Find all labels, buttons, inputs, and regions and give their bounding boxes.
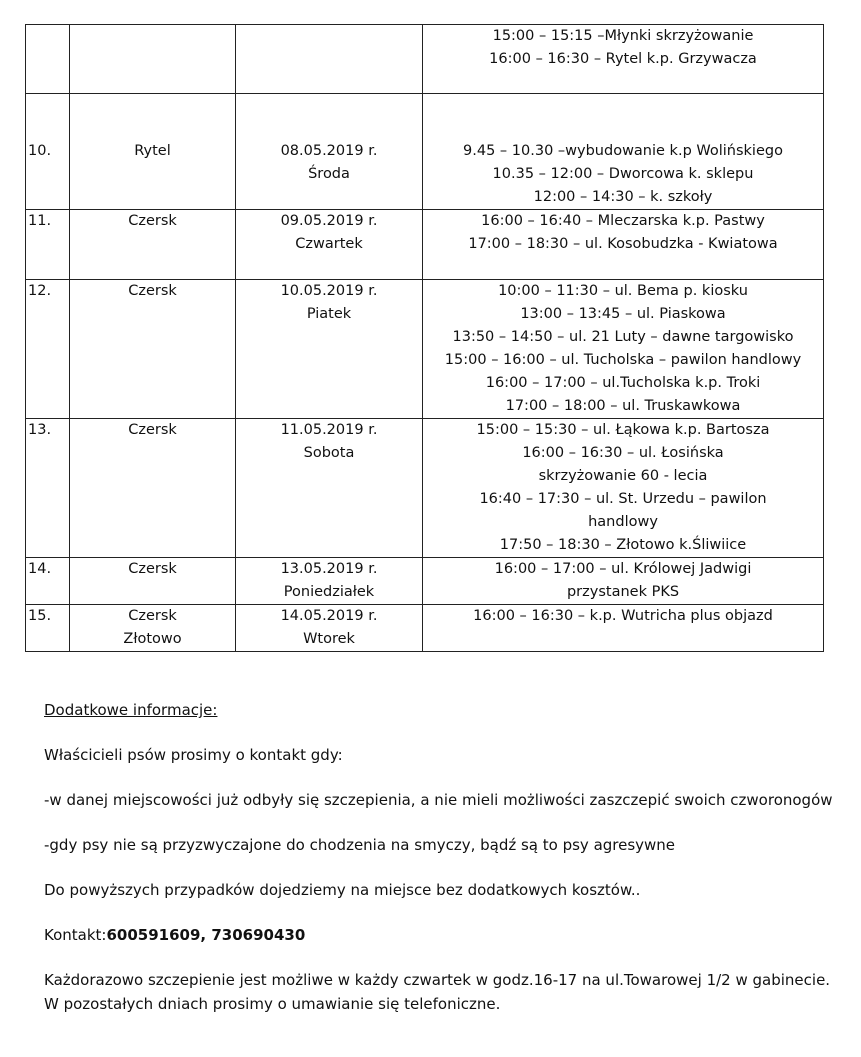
row-times — [423, 558, 824, 605]
row-number-text: 12. — [28, 283, 52, 299]
row-place — [70, 419, 236, 558]
row-place-line: Czersk — [128, 422, 177, 438]
row-number-text: 15. — [28, 608, 52, 624]
row-times-line: 15:00 – 16:00 – ul. Tucholska – pawilon handlowy — [444, 352, 802, 368]
row-times-line: 12:00 – 14:30 – k. szkoły — [533, 189, 713, 205]
row-date-line: Sobota — [303, 445, 355, 461]
row-place — [70, 280, 236, 419]
row-date — [236, 94, 423, 210]
row-times-line: 16:00 – 16:40 – Mleczarska k.p. Pastwy — [481, 213, 765, 229]
row-place-line: Rytel — [134, 143, 171, 159]
info-heading — [44, 698, 834, 722]
row-times-line: 13:50 – 14:50 – ul. 21 Luty – dawne targowisko — [452, 329, 794, 345]
row-times-line: 16:40 – 17:30 – ul. St. Urzedu – pawilon — [479, 491, 767, 507]
info-heading-text: Dodatkowe informacje: — [44, 701, 218, 719]
row-number — [26, 280, 70, 419]
row-date-line: Piatek — [306, 306, 352, 322]
row-times-line: 13:00 – 13:45 – ul. Piaskowa — [520, 306, 726, 322]
row-date — [236, 419, 423, 558]
row-times-line: 15:00 – 15:30 – ul. Łąkowa k.p. Bartosza — [476, 422, 770, 438]
row-times-line: 16:00 – 16:30 – Rytel k.p. Grzywacza — [489, 51, 757, 67]
schedule-row — [26, 25, 824, 94]
row-number-text: 14. — [28, 561, 52, 577]
row-times-line: 16:00 – 16:30 – k.p. Wutricha plus objazd — [473, 608, 773, 624]
row-date — [236, 210, 423, 280]
row-date — [236, 280, 423, 419]
info-paragraph-vaccinated: -w danej miejscowości już odbyły się szczepienia, a nie mieli możliwości zaszczepić swoich czworonogów — [44, 791, 833, 809]
row-place — [70, 558, 236, 605]
row-date-line: 09.05.2019 r. — [280, 213, 378, 229]
row-date-line: Poniedziałek — [283, 584, 375, 600]
row-place-line: Czersk — [128, 213, 177, 229]
contact-label: Kontakt: — [44, 926, 107, 944]
row-date-line: 13.05.2019 r. — [280, 561, 378, 577]
row-number-text: 10. — [28, 143, 52, 159]
row-place-line: Czersk — [128, 283, 177, 299]
row-date — [236, 25, 423, 94]
row-number — [26, 558, 70, 605]
row-date-line: 08.05.2019 r. — [280, 143, 378, 159]
row-place-line: Złotowo — [123, 631, 182, 647]
row-number — [26, 605, 70, 652]
row-date-line: Środa — [308, 166, 350, 182]
info-contact — [44, 923, 834, 947]
schedule-row — [26, 558, 824, 605]
row-times-line: 10.35 – 12:00 – Dworcowa k. sklepu — [492, 166, 754, 182]
row-times-line: 16:00 – 17:00 – ul. Królowej Jadwigi — [494, 561, 752, 577]
row-times — [423, 94, 824, 210]
schedule-row — [26, 210, 824, 280]
info-paragraph-thursday: Każdorazowo szczepienie jest możliwe w każdy czwartek w godz.16-17 na ul.Towarowej 1/2 w gabinecie. W pozostałych dniach prosimy o umawianie się telefoniczne. — [44, 971, 831, 1013]
info-paragraph-travel: Do powyższych przypadków dojedziemy na miejsce bez dodatkowych kosztów.. — [44, 881, 641, 899]
row-times-line: handlowy — [588, 514, 658, 530]
row-place — [70, 25, 236, 94]
row-times-line: 16:00 – 17:00 – ul.Tucholska k.p. Troki — [485, 375, 761, 391]
row-times — [423, 280, 824, 419]
contact-phone-numbers: 600591609, 730690430 — [106, 926, 306, 944]
info-paragraph-leash: -gdy psy nie są przyzwyczajone do chodzenia na smyczy, bądź są to psy agresywne — [44, 836, 676, 854]
row-times-line: przystanek PKS — [566, 584, 680, 600]
row-place-line: Czersk — [128, 561, 177, 577]
row-times-line: 17:00 – 18:30 – ul. Kosobudzka - Kwiatowa — [468, 236, 778, 252]
row-times — [423, 25, 824, 94]
row-number — [26, 25, 70, 94]
schedule-row — [26, 419, 824, 558]
row-number — [26, 419, 70, 558]
row-times-line: 16:00 – 16:30 – ul. Łosińska — [522, 445, 724, 461]
row-times-line: 15:00 – 15:15 –Młynki skrzyżowanie — [492, 28, 754, 44]
info-paragraph-owners: Właścicieli psów prosimy o kontakt gdy: — [44, 746, 343, 764]
schedule-table — [25, 24, 824, 652]
row-times-line: 10:00 – 11:30 – ul. Bema p. kiosku — [498, 283, 748, 299]
schedule-row — [26, 605, 824, 652]
row-times — [423, 605, 824, 652]
row-times-line: 9.45 – 10.30 –wybudowanie k.p Wolińskiego — [463, 143, 783, 159]
row-place-line: Czersk — [128, 608, 177, 624]
row-date — [236, 605, 423, 652]
row-place — [70, 94, 236, 210]
additional-info — [44, 698, 834, 1037]
row-times-line: 17:00 – 18:00 – ul. Truskawkowa — [505, 398, 741, 414]
row-times-line: 17:50 – 18:30 – Złotowo k.Śliwiice — [499, 537, 747, 553]
row-date-line: 11.05.2019 r. — [280, 422, 378, 438]
schedule-row — [26, 94, 824, 210]
schedule-body — [26, 25, 824, 652]
row-number-text: 13. — [28, 422, 52, 438]
row-date-line: 10.05.2019 r. — [280, 283, 378, 299]
row-date-line: 14.05.2019 r. — [280, 608, 378, 624]
row-number — [26, 94, 70, 210]
row-date-line: Wtorek — [303, 631, 355, 647]
row-date-line: Czwartek — [295, 236, 363, 252]
row-date — [236, 558, 423, 605]
row-place — [70, 210, 236, 280]
row-times-line: skrzyżowanie 60 - lecia — [538, 468, 708, 484]
schedule-row — [26, 280, 824, 419]
row-place — [70, 605, 236, 652]
row-times — [423, 419, 824, 558]
row-number — [26, 210, 70, 280]
row-times — [423, 210, 824, 280]
row-number-text: 11. — [28, 213, 52, 229]
